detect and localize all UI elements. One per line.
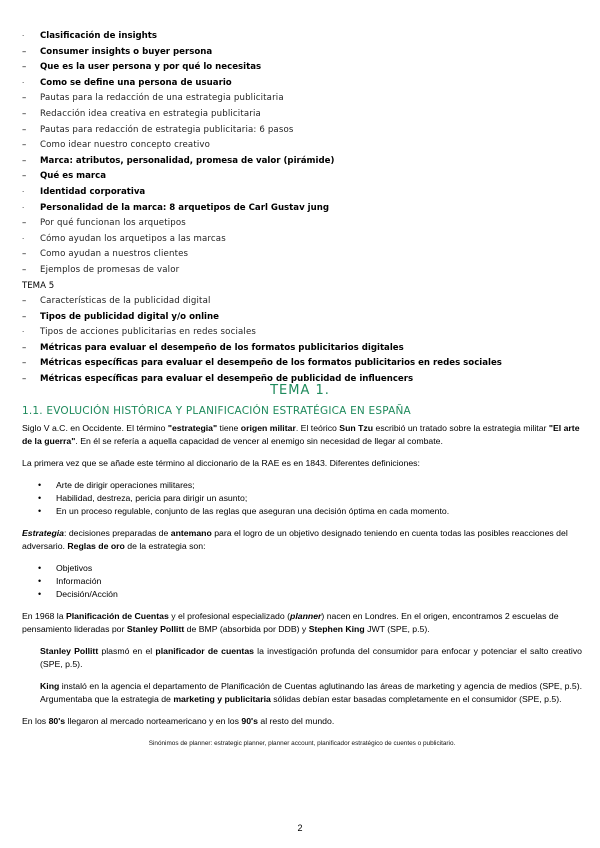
toc-top-list [22, 29, 582, 279]
toc-item-label: Tipos de acciones publicitarias en redes sociales [40, 327, 257, 338]
toc-bullet: · [22, 328, 25, 337]
toc-item [22, 169, 582, 185]
toc-bullet: – [22, 374, 27, 385]
toc-item-label: Personalidad de la marca: 8 arquetipos de Carl Gustav jung [40, 202, 330, 213]
toc-bullet: – [22, 249, 27, 260]
toc-bullet: · [22, 234, 25, 243]
toc-item [22, 60, 582, 76]
toc-item [22, 107, 582, 123]
toc-bullet: – [22, 46, 27, 57]
toc-item-label: Como idear nuestro concepto creativo [40, 140, 211, 151]
definitions-list [22, 479, 582, 518]
list-item: • Arte de dirigir operaciones militares; [40, 479, 582, 492]
toc-item [22, 341, 582, 357]
footnote: Sinónimos de planner: estrategic planner, planner account, planificador estratégico de cuentes o publicitario. [148, 740, 456, 747]
toc-item-label: Consumer insights o buyer persona [40, 46, 213, 57]
toc-item [22, 154, 582, 170]
toc-bullet: – [22, 218, 27, 229]
toc-bullet: – [22, 140, 27, 151]
toc-item [22, 91, 582, 107]
list-item: • En un proceso regulable, conjunto de las reglas que aseguran una decisión óptima en cada momento. [40, 505, 582, 518]
toc-item [22, 29, 582, 45]
toc-item-label: Cómo ayudan los arquetipos a las marcas [40, 233, 226, 244]
toc-item-label: Métricas para evaluar el desempeño de los formatos publicitarios digitales [40, 342, 404, 353]
toc-item-label: Redacción idea creativa en estrategia publicitaria [40, 108, 261, 119]
toc-item-label: Pautas para redacción de estrategia publicitaria: 6 pasos [40, 124, 294, 135]
toc-item [22, 216, 582, 232]
toc-item-label: Como ayudan a nuestros clientes [40, 249, 189, 260]
toc-item [22, 185, 582, 201]
toc-item-label: Marca: atributos, personalidad, promesa de valor (pirámide) [40, 155, 335, 166]
toc-item-label: Métricas específicas para evaluar el desempeño de publicidad de influencers [40, 374, 414, 385]
paragraph-rae: La primera vez que se añade este término al diccionario de la RAE es en 1843. Diferentes definiciones: [22, 458, 420, 468]
toc-bottom-list [22, 294, 582, 388]
toc-item-label: Clasificación de insights [40, 31, 158, 41]
toc-item-label: Tipos de publicidad digital y/o online [40, 311, 219, 322]
paragraph-strategy-origin: Siglo V a.C. en Occidente. El término "estrategia" tiene origen militar. El teórico Sun Tzu escribió un tratado sobre la estrategia militar "El arte de la guerra". En él se refería a aquella capacidad de vencer al enemigo sin necesidad de llegar al combate. [22, 423, 580, 446]
toc-item [22, 138, 582, 154]
toc-bullet: · [22, 187, 25, 196]
toc-bullet: – [22, 358, 27, 369]
toc-bullet: – [22, 124, 27, 135]
tema5-label: TEMA 5 [22, 280, 55, 291]
toc-item [22, 325, 582, 341]
toc-item-label: Identidad corporativa [40, 186, 146, 197]
toc-item-label: Métricas específicas para evaluar el desempeño de los formatos publicitarios en redes sociales [40, 358, 502, 369]
paragraph-pollitt: Stanley Pollitt plasmó en el planificador de cuentas la investigación profunda del consumidor para enfocar y potenciar el salto creativo (SPE, p.5). [40, 646, 582, 669]
toc-item-label: Que es la user persona y por qué lo necesitas [40, 62, 262, 73]
golden-rules-list [22, 562, 582, 601]
section-title: 1.1. EVOLUCIÓN HISTÓRICA Y PLANIFICACIÓN ESTRATÉGICA EN ESPAÑA [22, 405, 411, 417]
list-item: • Objetivos [40, 562, 582, 575]
table-of-contents [22, 29, 582, 388]
toc-item-label: Ejemplos de promesas de valor [40, 264, 180, 275]
toc-item-label: Características de la publicidad digital [40, 296, 211, 307]
toc-bullet: – [22, 171, 27, 182]
toc-bullet: · [22, 32, 25, 40]
paragraph-80s-90s: En los 80's llegaron al mercado norteamericano y en los 90's al resto del mundo. [22, 716, 335, 726]
toc-bullet: – [22, 93, 27, 104]
tema1-title: TEMA 1. [270, 383, 330, 398]
toc-bullet: – [22, 296, 27, 307]
toc-item [22, 356, 582, 372]
list-item: • Habilidad, destreza, pericia para dirigir un asunto; [40, 492, 582, 505]
toc-bullet: – [22, 342, 27, 353]
toc-item [22, 76, 582, 92]
toc-bullet: · [22, 203, 25, 212]
list-item: • Decisión/Acción [40, 588, 582, 601]
toc-bullet: – [22, 155, 27, 166]
toc-bullet: – [22, 264, 27, 275]
toc-bullet: – [22, 108, 27, 119]
toc-item-label: Por qué funcionan los arquetipos [40, 218, 186, 229]
toc-item [22, 232, 582, 248]
body-content [22, 422, 582, 750]
toc-item [22, 201, 582, 217]
page-number: 2 [297, 823, 303, 833]
toc-item [22, 294, 582, 310]
toc-item [22, 123, 582, 139]
toc-bullet: · [22, 78, 25, 87]
toc-item-label: Qué es marca [40, 171, 107, 182]
toc-item-label: Pautas para la redacción de una estrategia publicitaria [40, 93, 284, 104]
toc-item-label: Como se define una persona de usuario [40, 77, 232, 88]
paragraph-king: King instaló en la agencia el departamento de Planificación de Cuentas aglutinando las áreas de marketing y agencia de medios (SPE, p.5). Argumentaba que la estrategia de marketing y publicitaria sólidas debían estar basadas completamente en el consumidor (SPE, p.5). [40, 681, 582, 704]
paragraph-1968: En 1968 la Planificación de Cuentas y el profesional especializado (planner) nacen en Londres. En el origen, encontramos 2 escuelas de pensamiento lideradas por Stanley Pollitt de BMP (absorbida por DDB) y Stephen King JWT (SPE, p.5). [22, 611, 559, 634]
toc-item [22, 310, 582, 326]
paragraph-estrategia: Estrategia: decisiones preparadas de antemano para el logro de un objetivo designado teniendo en cuenta todas las posibles reacciones del adversario. Reglas de oro de la estrategia son: [22, 528, 568, 551]
toc-item [22, 45, 582, 61]
toc-item [22, 247, 582, 263]
toc-bullet: – [22, 62, 27, 73]
toc-bullet: – [22, 311, 27, 322]
toc-item [22, 263, 582, 279]
list-item: • Información [40, 575, 582, 588]
